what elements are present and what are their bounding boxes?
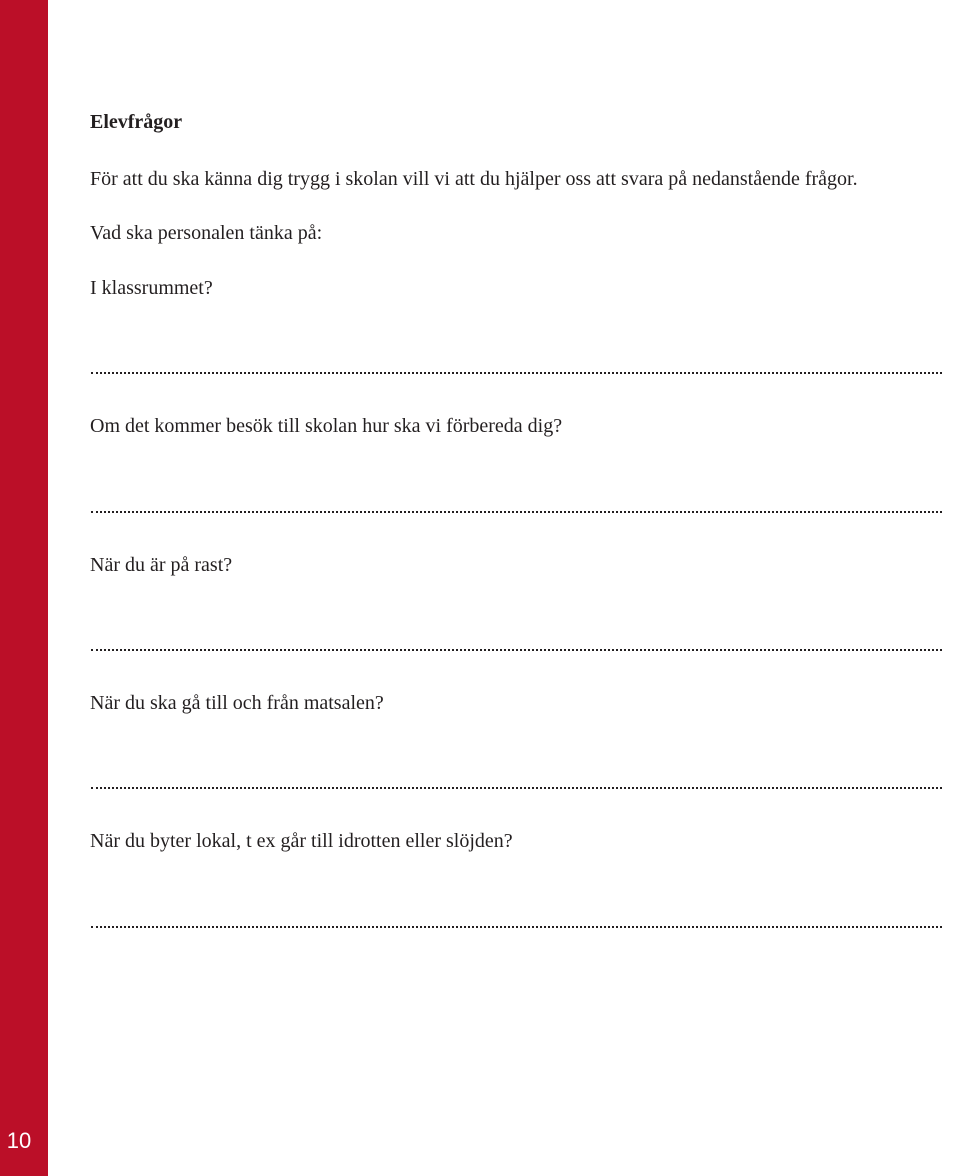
lead-text: Vad ska personalen tänka på: bbox=[90, 222, 323, 244]
answer-line-visit[interactable] bbox=[91, 511, 942, 513]
page-number: 10 bbox=[6, 1128, 32, 1153]
question-visit: Om det kommer besök till skolan hur ska vi förbereda dig? bbox=[90, 415, 563, 437]
answer-line-changing-room[interactable] bbox=[91, 926, 942, 928]
intro-text: För att du ska känna dig trygg i skolan vill vi att du hjälper oss att svara på nedanstående frågor. bbox=[90, 168, 858, 190]
answer-line-classroom[interactable] bbox=[91, 372, 942, 374]
question-lunchroom: När du ska gå till och från matsalen? bbox=[90, 692, 384, 714]
answer-line-lunchroom[interactable] bbox=[91, 787, 942, 789]
side-band bbox=[0, 0, 48, 1176]
question-changing-room: När du byter lokal, t ex går till idrotten eller slöjden? bbox=[90, 830, 513, 852]
question-break: När du är på rast? bbox=[90, 554, 233, 576]
question-classroom: I klassrummet? bbox=[90, 277, 213, 299]
page-title: Elevfrågor bbox=[90, 111, 183, 133]
answer-line-break[interactable] bbox=[91, 649, 942, 651]
